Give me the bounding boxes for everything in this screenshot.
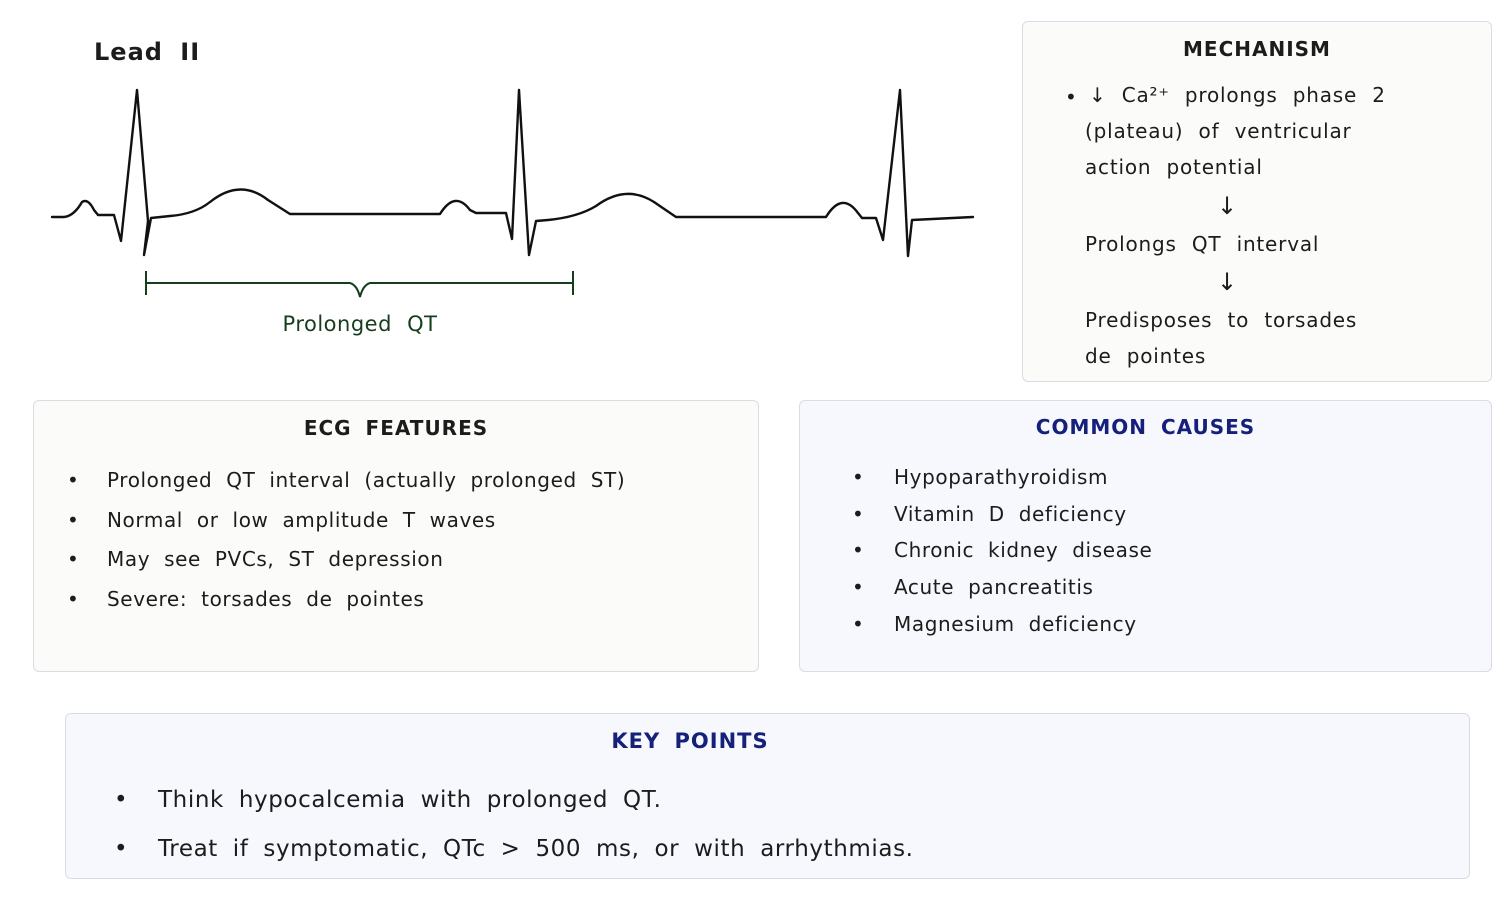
down-arrow-icon: ↓ <box>1217 268 1238 296</box>
common-causes-title: COMMON CAUSES <box>1035 415 1256 439</box>
common-causes-panel <box>799 400 1492 672</box>
list-item: • Magnesium deficiency <box>894 606 1152 643</box>
ecg-trace <box>52 90 973 256</box>
prolonged-qt-label: Prolonged QT <box>282 312 438 336</box>
mechanism-step-1-line-3: action potential <box>1085 155 1263 179</box>
down-arrow-icon: ↓ <box>1217 192 1238 220</box>
lead-label: Lead II <box>94 38 201 66</box>
list-item: • Chronic kidney disease <box>894 532 1152 569</box>
mechanism-step-3-line-1: Predisposes to torsades <box>1085 308 1358 332</box>
mechanism-title: MECHANISM <box>1183 37 1331 61</box>
key-points-title: KEY POINTS <box>611 729 769 753</box>
mechanism-panel <box>1022 21 1492 382</box>
list-item: • Severe: torsades de pointes <box>107 580 625 620</box>
ecg-features-title: ECG FEATURES <box>303 416 489 440</box>
common-causes-list <box>894 459 1152 643</box>
ecg-features-list <box>107 461 625 619</box>
key-points-panel <box>65 713 1470 879</box>
list-item: • Treat if symptomatic, QTc > 500 ms, or with arrhythmias. <box>158 825 914 874</box>
mechanism-step-1-line-1: ↓ Ca²⁺ prolongs phase 2 <box>1089 83 1386 107</box>
list-item: • Prolonged QT interval (actually prolonged ST) <box>107 461 625 501</box>
list-item: • Acute pancreatitis <box>894 569 1152 606</box>
list-item: • Vitamin D deficiency <box>894 496 1152 533</box>
mechanism-step-1-line-2: (plateau) of ventricular <box>1085 119 1352 143</box>
mechanism-step-2: Prolongs QT interval <box>1085 232 1320 256</box>
list-item: • Normal or low amplitude T waves <box>107 501 625 541</box>
list-item: • Hypoparathyroidism <box>894 459 1152 496</box>
mechanism-step-3-line-2: de pointes <box>1085 344 1207 368</box>
key-points-list <box>158 776 914 874</box>
list-item: • Think hypocalcemia with prolonged QT. <box>158 776 914 825</box>
mechanism-bullet: • <box>1065 85 1078 109</box>
qt-interval-bracket <box>146 271 573 297</box>
ecg-strip <box>0 0 1000 360</box>
list-item: • May see PVCs, ST depression <box>107 540 625 580</box>
ecg-features-panel <box>33 400 759 672</box>
